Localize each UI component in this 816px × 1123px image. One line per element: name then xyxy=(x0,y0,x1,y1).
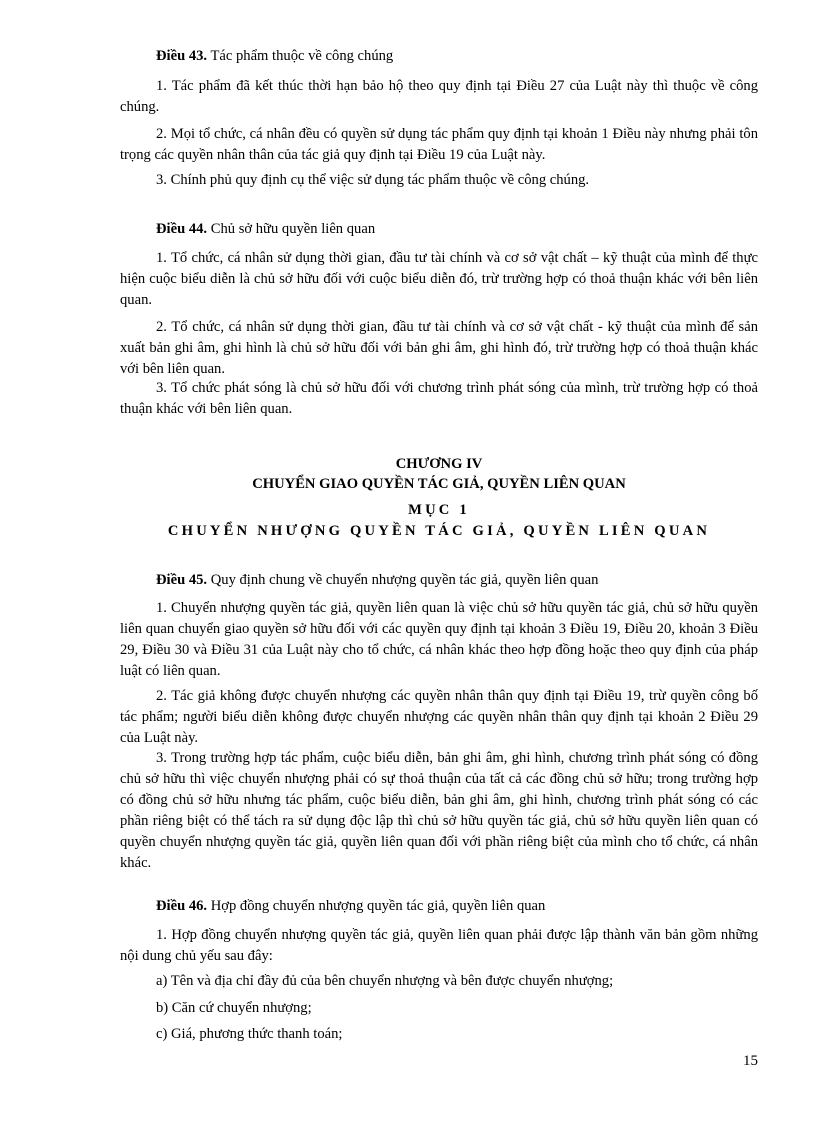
article-46-title: Hợp đồng chuyển nhượng quyền tác giả, quyền liên quan xyxy=(207,898,546,914)
section-label: MỤC 1 xyxy=(408,502,470,518)
article-44-clause-2: 2. Tổ chức, cá nhân sử dụng thời gian, đầu tư tài chính và cơ sở vật chất - kỹ thuật của mình để sản xuất bản ghi âm, ghi hình là chủ sở hữu đối với bản ghi âm, ghi hình đó, trừ trường hợp có thoả thuận khác với bên liên quan. xyxy=(120,319,758,377)
article-44-clause-1: 1. Tổ chức, cá nhân sử dụng thời gian, đầu tư tài chính và cơ sở vật chất – kỹ thuật của mình để thực hiện cuộc biểu diễn là chủ sở hữu đối với cuộc biểu diễn đó, trừ trường hợp có thoả thuận khác với bên liên quan. xyxy=(120,250,758,308)
article-45-number: Điều 45. xyxy=(156,572,208,588)
article-43-title: Tác phẩm thuộc về công chúng xyxy=(207,48,394,64)
article-44-number: Điều 44. xyxy=(156,221,208,237)
article-43-heading xyxy=(120,46,758,67)
article-46-number: Điều 46. xyxy=(156,898,208,914)
article-44-heading xyxy=(120,219,758,240)
article-46-item-b: b) Căn cứ chuyển nhượng; xyxy=(156,1000,312,1016)
page-number: 15 xyxy=(743,1053,758,1069)
article-45-title: Quy định chung về chuyển nhượng quyền tác giả, quyền liên quan xyxy=(207,572,599,588)
article-45-clause-3: 3. Trong trường hợp tác phẩm, cuộc biểu diễn, bản ghi âm, ghi hình, chương trình phát sóng có đồng chủ sở hữu thì việc chuyển nhượng phải có sự thoả thuận của tất cả các đồng chủ sở hữu; trong trường hợp có đồng chủ sở hữu nhưng tác phẩm, cuộc biểu diễn, bản ghi âm, ghi hình, chương trình phát sóng có các phần riêng biệt có thể tách ra sử dụng độc lập thì chủ sở hữu quyền tác giả, chủ sở hữu quyền liên quan có quyền chuyển nhượng quyền tác giả, quyền liên quan đối với phần riêng biệt của mình cho tổ chức, cá nhân khác. xyxy=(120,750,758,871)
article-45-clause-1: 1. Chuyển nhượng quyền tác giả, quyền liên quan là việc chủ sở hữu quyền tác giả, chủ sở hữu quyền liên quan chuyển giao quyền sở hữu đối với các quyền quy định tại khoản 3 Điều 19, Điều 20, khoản 3 Điều 29, Điều 30 và Điều 31 của Luật này cho tổ chức, cá nhân khác theo hợp đồng hoặc theo quy định của pháp luật có liên quan. xyxy=(120,600,758,679)
article-45-clause-2: 2. Tác giả không được chuyển nhượng các quyền nhân thân quy định tại Điều 19, trừ quyền công bố tác phẩm; người biểu diễn không được chuyển nhượng các quyền nhân thân quy định tại khoản 2 Điều 29 của Luật này. xyxy=(120,688,758,746)
article-46-heading xyxy=(120,896,758,917)
article-46-item-c: c) Giá, phương thức thanh toán; xyxy=(156,1026,343,1042)
article-43-clause-3: 3. Chính phủ quy định cụ thể việc sử dụng tác phẩm thuộc về công chúng. xyxy=(156,172,590,188)
article-46-item-a: a) Tên và địa chỉ đầy đủ của bên chuyển nhượng và bên được chuyển nhượng; xyxy=(156,973,614,989)
article-43-clause-1: 1. Tác phẩm đã kết thúc thời hạn bảo hộ theo quy định tại Điều 27 của Luật này thì thuộc về công chúng. xyxy=(120,78,758,115)
article-43-number: Điều 43. xyxy=(156,48,208,64)
section-title: CHUYỂN NHƯỢNG QUYỀN TÁC GIẢ, QUYỀN LIÊN QUAN xyxy=(167,523,711,539)
article-43-clause-2: 2. Mọi tổ chức, cá nhân đều có quyền sử dụng tác phẩm quy định tại khoản 1 Điều này nhưng phải tôn trọng các quyền nhân thân của tác giả quy định tại Điều 19 của Luật này. xyxy=(120,126,758,163)
chapter-label: CHƯƠNG IV xyxy=(395,456,483,472)
article-45-heading xyxy=(120,570,758,591)
chapter-title: CHUYỂN GIAO QUYỀN TÁC GIẢ, QUYỀN LIÊN QUAN xyxy=(252,476,626,492)
article-44-clause-3: 3. Tổ chức phát sóng là chủ sở hữu đối với chương trình phát sóng của mình, trừ trường hợp có thoả thuận khác với bên liên quan. xyxy=(120,380,758,417)
article-46-clause-1: 1. Hợp đồng chuyển nhượng quyền tác giả, quyền liên quan phải được lập thành văn bản gồm những nội dung chủ yếu sau đây: xyxy=(120,927,758,964)
article-44-title: Chủ sở hữu quyền liên quan xyxy=(207,221,376,237)
